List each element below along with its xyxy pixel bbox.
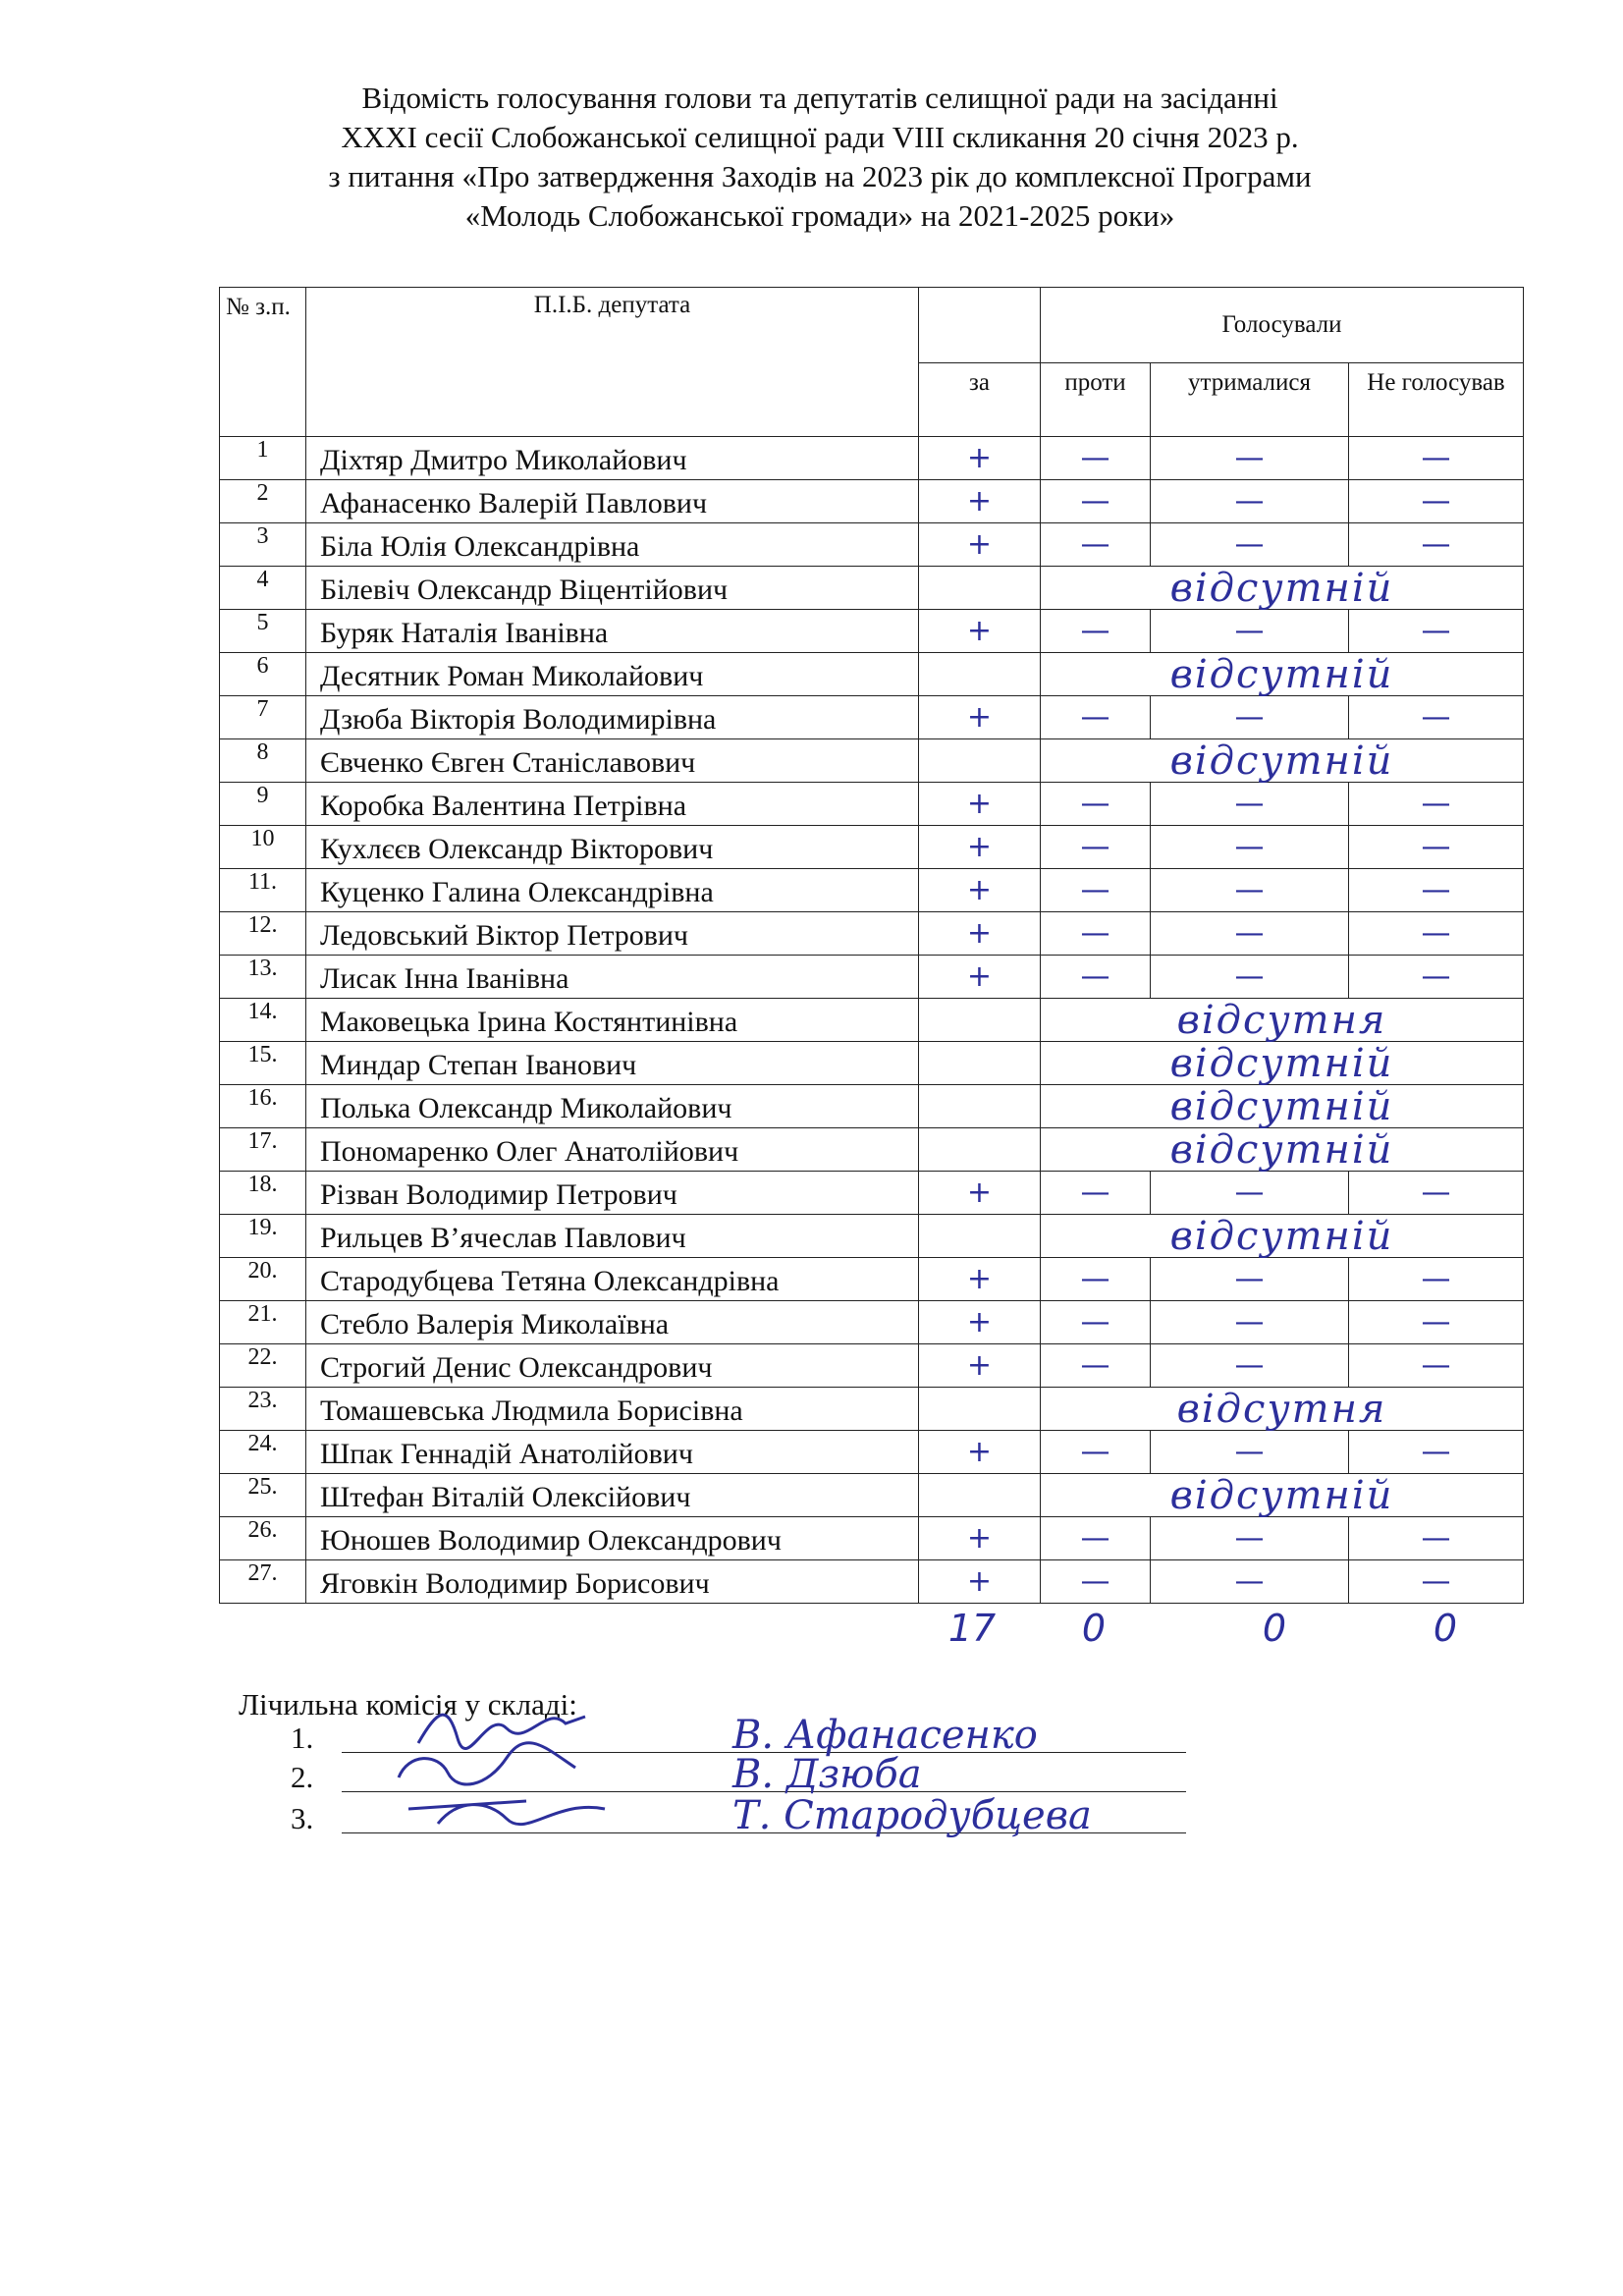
vote-for-mark: + (919, 1301, 1041, 1344)
table-row (220, 480, 1524, 523)
deputy-name: Діхтяр Дмитро Миколайович (306, 437, 919, 480)
vote-for-mark: + (919, 1172, 1041, 1215)
vote-not-voted-mark: — (1349, 1431, 1524, 1474)
vote-for-cell (919, 999, 1041, 1042)
vote-abstained-mark: — (1151, 1301, 1349, 1344)
deputy-name: Кухлєєв Олександр Вікторович (306, 826, 919, 869)
absent-mark: відсутня (1041, 999, 1524, 1042)
row-number: 4 (220, 567, 306, 610)
member-number: 2. (291, 1760, 314, 1794)
vote-for-cell (919, 1215, 1041, 1258)
absent-mark: відсутня (1041, 1388, 1524, 1431)
deputy-name: Юношев Володимир Олександрович (306, 1517, 919, 1560)
absent-mark: відсутній (1041, 1474, 1524, 1517)
deputy-name: Євченко Євген Станіславович (306, 739, 919, 783)
vote-abstained-mark: — (1151, 610, 1349, 653)
vote-for-cell (919, 1128, 1041, 1172)
vote-not-voted-mark: — (1349, 696, 1524, 739)
table-row (220, 739, 1524, 783)
table-row (220, 1215, 1524, 1258)
vote-for-mark: + (919, 912, 1041, 956)
vote-for-mark: + (919, 696, 1041, 739)
member-name: В. Афанасенко (732, 1713, 1038, 1758)
deputy-name: Різван Володимир Петрович (306, 1172, 919, 1215)
vote-abstained-mark: — (1151, 956, 1349, 999)
vote-against-mark: — (1041, 1431, 1151, 1474)
row-number: 23. (220, 1388, 306, 1431)
total-against: 0 (1081, 1607, 1107, 1650)
row-number: 11. (220, 869, 306, 912)
document-title (206, 79, 1434, 236)
deputy-name: Яговкін Володимир Борисович (306, 1560, 919, 1604)
vote-not-voted-mark: — (1349, 1172, 1524, 1215)
vote-against-mark: — (1041, 1301, 1151, 1344)
vote-for-mark: + (919, 826, 1041, 869)
table-row (220, 1474, 1524, 1517)
vote-abstained-mark: — (1151, 1431, 1349, 1474)
table-row (220, 1431, 1524, 1474)
vote-against-mark: — (1041, 523, 1151, 567)
member-number: 3. (291, 1801, 314, 1835)
row-number: 5 (220, 610, 306, 653)
deputy-name: Рильцев В’ячеслав Павлович (306, 1215, 919, 1258)
vote-for-cell (919, 653, 1041, 696)
header-not-voted: Не голосував (1349, 363, 1524, 437)
vote-for-mark: + (919, 1560, 1041, 1604)
vote-for-mark: + (919, 523, 1041, 567)
row-number: 17. (220, 1128, 306, 1172)
vote-for-cell (919, 1042, 1041, 1085)
table-row (220, 1301, 1524, 1344)
total-abstained: 0 (1262, 1607, 1287, 1650)
vote-abstained-mark: — (1151, 826, 1349, 869)
row-number: 26. (220, 1517, 306, 1560)
table-row (220, 1344, 1524, 1388)
vote-for-mark: + (919, 869, 1041, 912)
vote-against-mark: — (1041, 480, 1151, 523)
vote-not-voted-mark: — (1349, 1301, 1524, 1344)
header-voted: Голосували (1041, 288, 1524, 363)
row-number: 13. (220, 956, 306, 999)
absent-mark: відсутній (1041, 1085, 1524, 1128)
vote-not-voted-mark: — (1349, 826, 1524, 869)
row-number: 12. (220, 912, 306, 956)
row-number: 25. (220, 1474, 306, 1517)
member-number: 1. (291, 1721, 314, 1755)
table-row (220, 653, 1524, 696)
deputy-name: Десятник Роман Миколайович (306, 653, 919, 696)
member-name: В. Дзюба (732, 1752, 922, 1797)
deputy-name: Полька Олександр Миколайович (306, 1085, 919, 1128)
deputy-name: Шпак Геннадій Анатолійович (306, 1431, 919, 1474)
deputy-name: Лисак Інна Іванівна (306, 956, 919, 999)
table-row (220, 610, 1524, 653)
vote-against-mark: — (1041, 1344, 1151, 1388)
vote-for-mark: + (919, 783, 1041, 826)
table-row (220, 567, 1524, 610)
vote-for-mark: + (919, 1431, 1041, 1474)
deputy-name: Штефан Віталій Олексійович (306, 1474, 919, 1517)
vote-abstained-mark: — (1151, 1258, 1349, 1301)
absent-mark: відсутній (1041, 739, 1524, 783)
absent-mark: відсутній (1041, 1215, 1524, 1258)
row-number: 9 (220, 783, 306, 826)
deputy-name: Коробка Валентина Петрівна (306, 783, 919, 826)
row-number: 14. (220, 999, 306, 1042)
row-number: 16. (220, 1085, 306, 1128)
vote-not-voted-mark: — (1349, 912, 1524, 956)
table-row (220, 437, 1524, 480)
row-number: 20. (220, 1258, 306, 1301)
vote-not-voted-mark: — (1349, 437, 1524, 480)
voting-table (219, 287, 1524, 1604)
vote-against-mark: — (1041, 956, 1151, 999)
header-blank (919, 288, 1041, 363)
deputy-name: Маковецька Ірина Костянтинівна (306, 999, 919, 1042)
deputy-name: Пономаренко Олег Анатолійович (306, 1128, 919, 1172)
vote-for-cell (919, 1474, 1041, 1517)
vote-for-cell (919, 739, 1041, 783)
deputy-name: Миндар Степан Іванович (306, 1042, 919, 1085)
vote-not-voted-mark: — (1349, 610, 1524, 653)
vote-not-voted-mark: — (1349, 869, 1524, 912)
vote-not-voted-mark: — (1349, 956, 1524, 999)
table-row (220, 869, 1524, 912)
deputy-name: Ледовський Віктор Петрович (306, 912, 919, 956)
absent-mark: відсутній (1041, 1128, 1524, 1172)
vote-for-mark: + (919, 1258, 1041, 1301)
vote-against-mark: — (1041, 1258, 1151, 1301)
deputy-name: Стебло Валерія Миколаївна (306, 1301, 919, 1344)
table-row (220, 1258, 1524, 1301)
row-number: 15. (220, 1042, 306, 1085)
vote-not-voted-mark: — (1349, 523, 1524, 567)
vote-abstained-mark: — (1151, 1560, 1349, 1604)
vote-against-mark: — (1041, 869, 1151, 912)
deputy-name: Афанасенко Валерій Павлович (306, 480, 919, 523)
deputy-name: Буряк Наталія Іванівна (306, 610, 919, 653)
table-row (220, 1388, 1524, 1431)
vote-abstained-mark: — (1151, 912, 1349, 956)
commission-heading: Лічильна комісія у складі: (239, 1687, 577, 1722)
row-number: 2 (220, 480, 306, 523)
vote-for-mark: + (919, 480, 1041, 523)
header-against: проти (1041, 363, 1151, 437)
vote-abstained-mark: — (1151, 869, 1349, 912)
vote-for-cell (919, 1388, 1041, 1431)
deputy-name: Строгий Денис Олександрович (306, 1344, 919, 1388)
table-row (220, 1128, 1524, 1172)
vote-against-mark: — (1041, 696, 1151, 739)
vote-against-mark: — (1041, 826, 1151, 869)
header-abstained: утрималися (1151, 363, 1349, 437)
header-number: № з.п. (220, 288, 306, 437)
vote-against-mark: — (1041, 1172, 1151, 1215)
table-row (220, 999, 1524, 1042)
vote-abstained-mark: — (1151, 523, 1349, 567)
table-row (220, 912, 1524, 956)
title-line-1: Відомість голосування голови та депутатів селищної ради на засіданні (361, 81, 1278, 115)
row-number: 22. (220, 1344, 306, 1388)
vote-abstained-mark: — (1151, 783, 1349, 826)
vote-not-voted-mark: — (1349, 783, 1524, 826)
title-line-4: «Молодь Слобожанської громади» на 2021-2025 роки» (464, 198, 1175, 233)
vote-for-mark: + (919, 956, 1041, 999)
vote-against-mark: — (1041, 1517, 1151, 1560)
deputy-name: Білевіч Олександр Віцентійович (306, 567, 919, 610)
row-number: 7 (220, 696, 306, 739)
title-line-2: XXXI сесії Слобожанської селищної ради VIII скликання 20 січня 2023 р. (341, 120, 1299, 154)
vote-abstained-mark: — (1151, 1344, 1349, 1388)
absent-mark: відсутній (1041, 1042, 1524, 1085)
vote-against-mark: — (1041, 1560, 1151, 1604)
row-number: 10 (220, 826, 306, 869)
deputy-name: Куценко Галина Олександрівна (306, 869, 919, 912)
vote-for-mark: + (919, 1517, 1041, 1560)
table-row (220, 826, 1524, 869)
vote-for-mark: + (919, 437, 1041, 480)
table-row (220, 1560, 1524, 1604)
row-number: 1 (220, 437, 306, 480)
table-row (220, 1517, 1524, 1560)
row-number: 3 (220, 523, 306, 567)
row-number: 27. (220, 1560, 306, 1604)
deputy-name: Дзюба Вікторія Володимирівна (306, 696, 919, 739)
row-number: 24. (220, 1431, 306, 1474)
handwritten-signature (379, 1779, 674, 1838)
row-number: 21. (220, 1301, 306, 1344)
vote-not-voted-mark: — (1349, 1344, 1524, 1388)
table-row (220, 1042, 1524, 1085)
vote-abstained-mark: — (1151, 480, 1349, 523)
table-row (220, 1172, 1524, 1215)
header-name: П.І.Б. депутата (306, 288, 919, 437)
vote-for-cell (919, 567, 1041, 610)
row-number: 19. (220, 1215, 306, 1258)
vote-against-mark: — (1041, 610, 1151, 653)
absent-mark: відсутній (1041, 567, 1524, 610)
row-number: 8 (220, 739, 306, 783)
vote-totals (0, 1607, 1623, 1666)
vote-abstained-mark: — (1151, 437, 1349, 480)
table-row (220, 696, 1524, 739)
vote-against-mark: — (1041, 783, 1151, 826)
row-number: 6 (220, 653, 306, 696)
table-row (220, 523, 1524, 567)
vote-not-voted-mark: — (1349, 1517, 1524, 1560)
header-for: за (919, 363, 1041, 437)
title-line-3: з питання «Про затвердження Заходів на 2023 рік до комплексної Програми (328, 159, 1312, 193)
vote-abstained-mark: — (1151, 1517, 1349, 1560)
vote-against-mark: — (1041, 912, 1151, 956)
deputy-name: Біла Юлія Олександрівна (306, 523, 919, 567)
vote-not-voted-mark: — (1349, 480, 1524, 523)
vote-for-cell (919, 1085, 1041, 1128)
deputy-name: Томашевська Людмила Борисівна (306, 1388, 919, 1431)
table-row (220, 1085, 1524, 1128)
table-row (220, 783, 1524, 826)
vote-not-voted-mark: — (1349, 1258, 1524, 1301)
deputy-name: Стародубцева Тетяна Олександрівна (306, 1258, 919, 1301)
member-name: Т. Стародубцева (732, 1793, 1092, 1838)
vote-for-mark: + (919, 610, 1041, 653)
table-row (220, 956, 1524, 999)
vote-abstained-mark: — (1151, 1172, 1349, 1215)
vote-not-voted-mark: — (1349, 1560, 1524, 1604)
row-number: 18. (220, 1172, 306, 1215)
vote-against-mark: — (1041, 437, 1151, 480)
total-not-voted: 0 (1433, 1607, 1458, 1650)
total-for: 17 (947, 1607, 997, 1650)
vote-abstained-mark: — (1151, 696, 1349, 739)
vote-for-mark: + (919, 1344, 1041, 1388)
absent-mark: відсутній (1041, 653, 1524, 696)
